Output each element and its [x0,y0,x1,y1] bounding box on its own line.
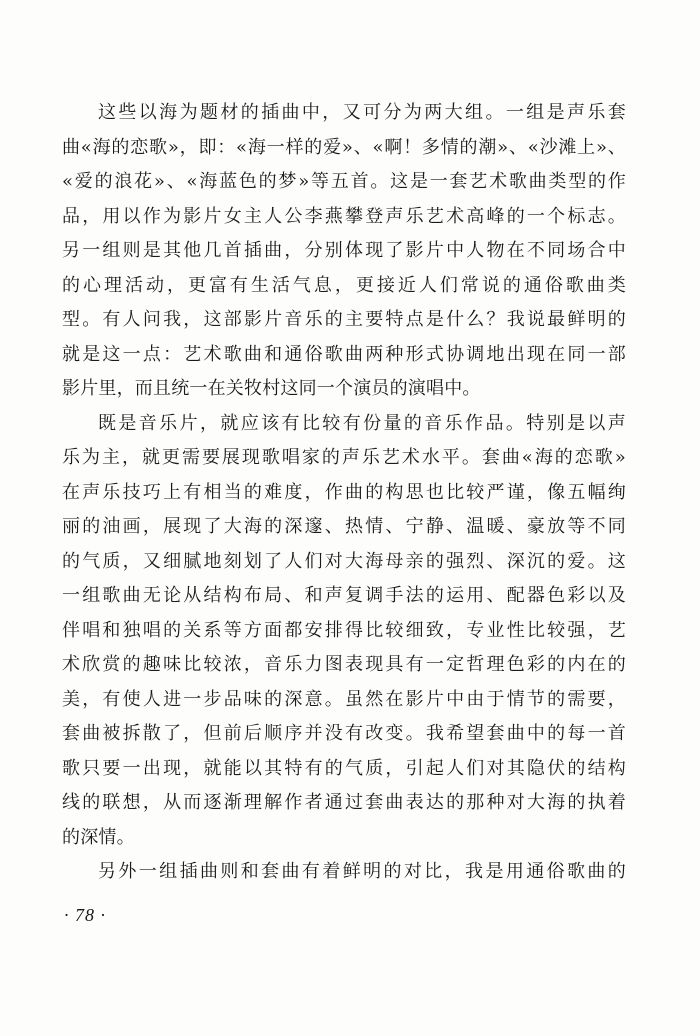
text-line-11: 乐为主，就更需要展现歌唱家的声乐艺术水平。套曲«海的恋歌» [62,447,626,468]
text-line-1: 这些以海为题材的插曲中，又可分为两大组。一组是声乐套 [98,102,626,123]
text-line-16: 伴唱和独唱的关系等方面都安排得比较细致，专业性比较强，艺 [62,619,626,641]
text-line-12: 在声乐技巧上有相当的难度，作曲的构思也比较严谨，像五幅绚 [62,481,626,503]
text-line-18: 美，有使人进一步品味的深意。虽然在影片中由于情节的需要， [62,688,626,710]
text-line-5: 另一组则是其他几首插曲，分别体现了影片中人物在不同场合中 [62,240,626,261]
text-line-10: 既是音乐片，就应该有比较有份量的音乐作品。特别是以声 [98,412,626,434]
text-line-4: 品，用以作为影片女主人公李燕攀登声乐艺术高峰的一个标志。 [62,205,626,227]
text-line-7: 型。有人问我，这部影片音乐的主要特点是什么？我说最鲜明的 [62,309,626,330]
text-line-9: 影片里，而且统一在关牧村这同一个演员的演唱中。 [62,378,481,399]
text-line-20: 歌只要一出现，就能以其特有的气质，引起人们对其隐伏的结构 [62,757,626,779]
text-line-22: 的深情。 [62,826,135,848]
text-line-14: 的气质，又细腻地刻划了人们对大海母亲的强烈、深沉的爱。这 [62,550,626,572]
text-line-2: 曲«海的恋歌»，即：«海一样的爱»、«啊！多情的潮»、«沙滩上»、 [62,136,626,158]
body-text [62,96,626,890]
text-line-3: «爱的浪花»、«海蓝色的梦»等五首。这是一套艺术歌曲类型的作 [62,171,626,192]
text-line-15: 一组歌曲无论从结构布局、和声复调手法的运用、配器色彩以及 [62,585,626,606]
text-line-23: 另外一组插曲则和套曲有着鲜明的对比，我是用通俗歌曲的 [98,861,626,882]
text-line-13: 丽的油画，展现了大海的深邃、热情、宁静、温暖、豪放等不同 [62,516,626,537]
text-line-21: 线的联想，从而逐渐理解作者通过套曲表达的那种对大海的执着 [62,792,626,813]
page-number: · 78 · [64,905,106,925]
text-line-6: 的心理活动，更富有生活气息，更接近人们常说的通俗歌曲类 [62,274,626,296]
text-line-8: 就是这一点：艺术歌曲和通俗歌曲两种形式协调地出现在同一部 [62,343,626,365]
text-line-19: 套曲被拆散了，但前后顺序并没有改变。我希望套曲中的每一首 [62,723,626,744]
text-line-17: 术欣赏的趣味比较浓，音乐力图表现具有一定哲理色彩的内在的 [62,654,626,675]
